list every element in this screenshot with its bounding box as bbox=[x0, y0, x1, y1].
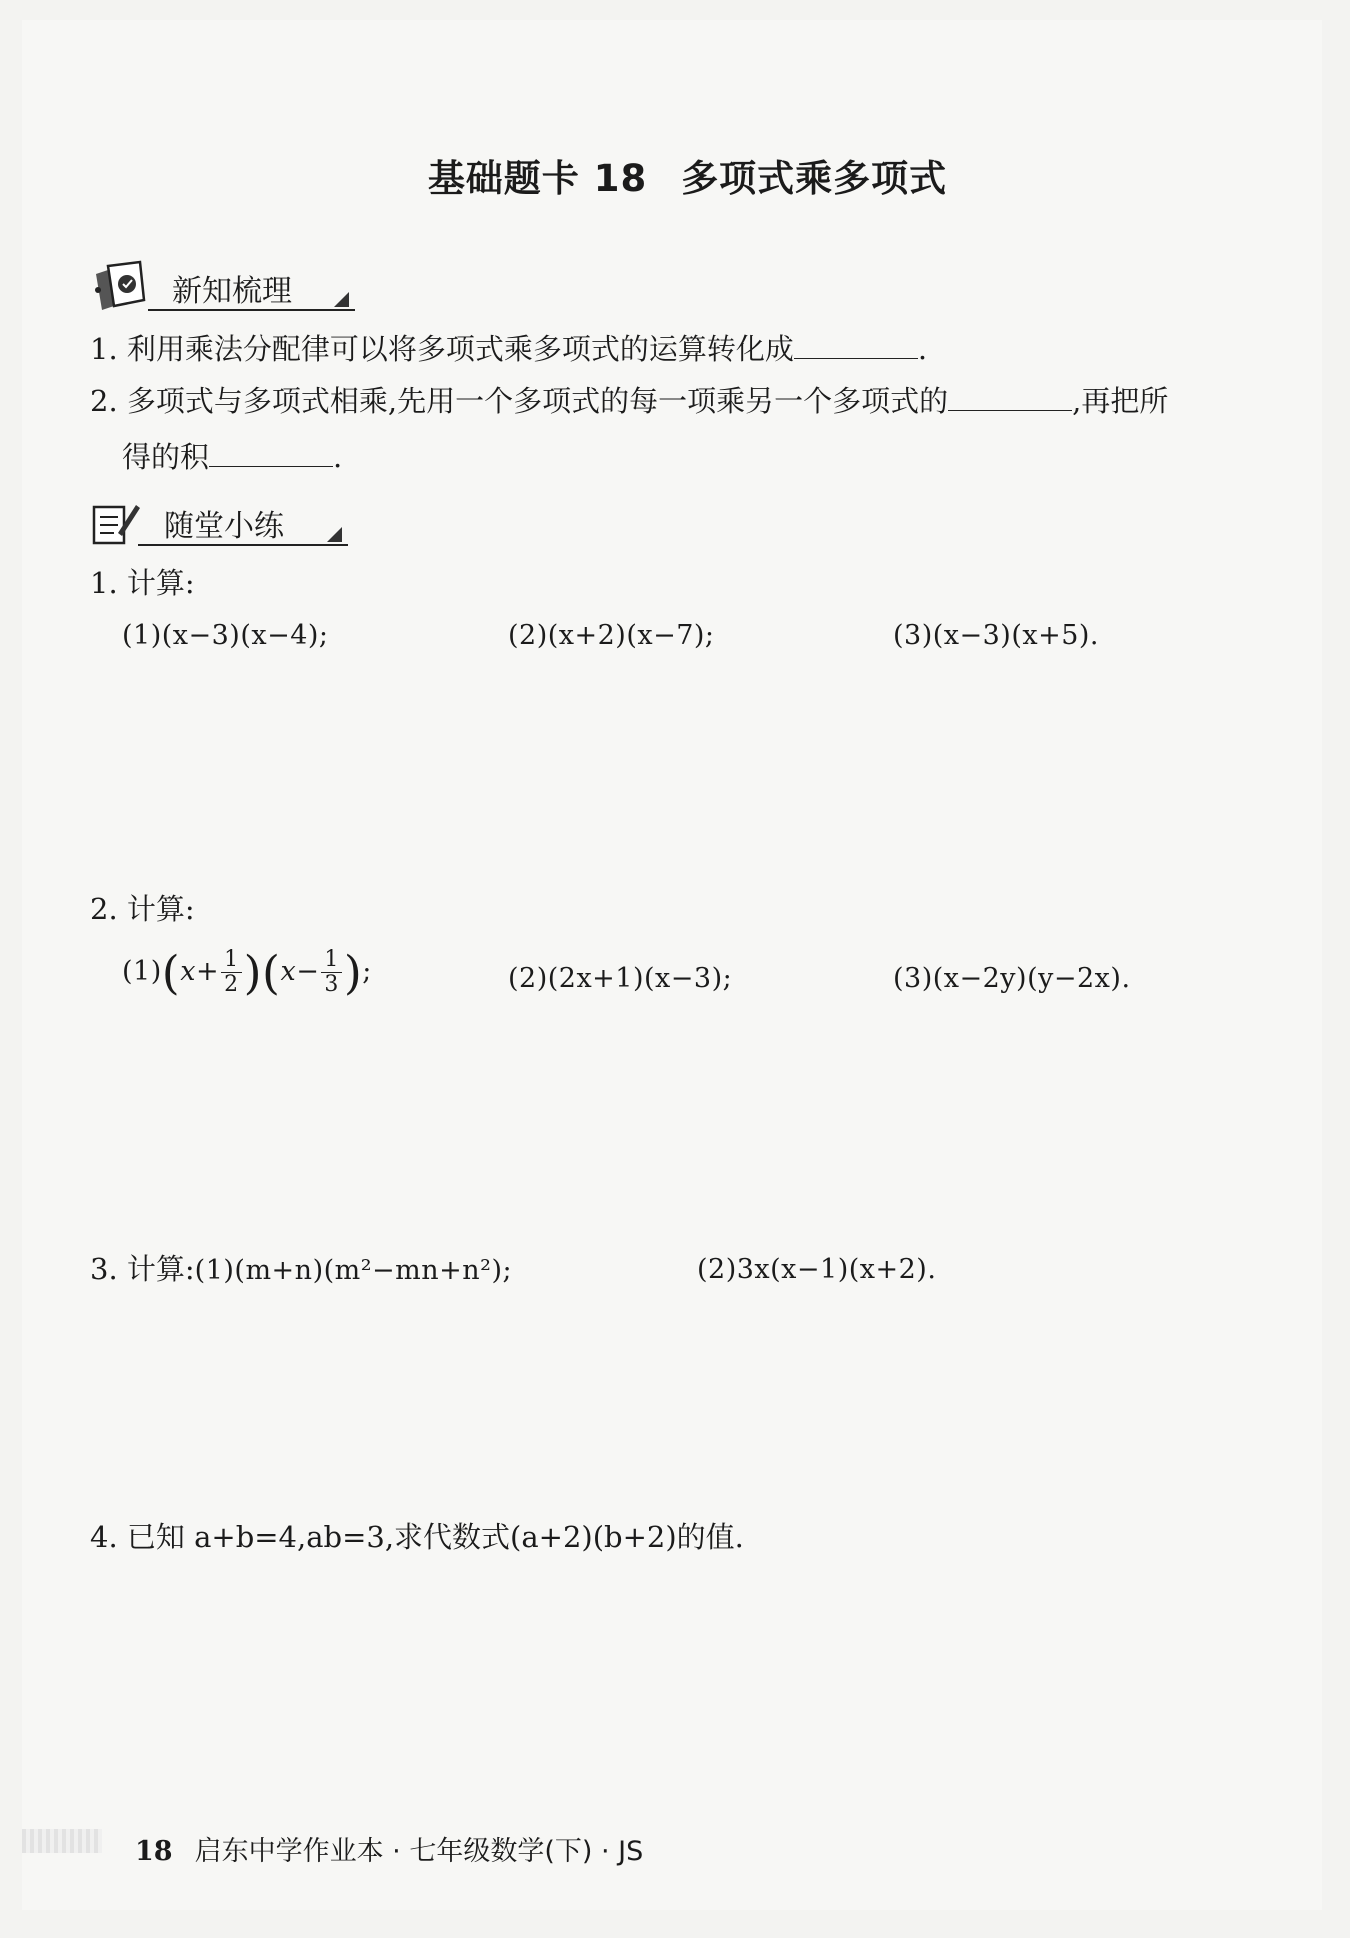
corner-triangle-icon bbox=[334, 292, 349, 307]
fraction-third: $\frac{1}{3}$ bbox=[321, 948, 342, 997]
notebook-pen-icon bbox=[90, 499, 142, 547]
title-sub: 多项式乘多项式 bbox=[681, 157, 948, 200]
exercise-1-part-1: (1)(x−3)(x−4); bbox=[122, 620, 329, 651]
exercise-1-label: 1. 计算: bbox=[90, 566, 195, 600]
section-underline bbox=[148, 309, 355, 311]
fraction-half: $\frac{1}{2}$ bbox=[221, 948, 242, 997]
book-title: 启东中学作业本 · 七年级数学(下) · JS bbox=[194, 1836, 644, 1867]
section-label-knowledge: 新知梳理 bbox=[172, 274, 292, 309]
page-title bbox=[0, 148, 1350, 202]
exercise-1-part-3: (3)(x−3)(x+5). bbox=[893, 620, 1100, 651]
knowledge-q1: 1. 利用乘法分配律可以将多项式乘多项式的运算转化成 . bbox=[90, 332, 928, 366]
answer-blank[interactable] bbox=[794, 336, 918, 359]
exercise-2-part-2: (2)(2x+1)(x−3); bbox=[508, 963, 733, 994]
answer-blank[interactable] bbox=[948, 388, 1072, 411]
knowledge-q2: 2. 多项式与多项式相乘,先用一个多项式的每一项乘另一个多项式的 ,再把所 bbox=[90, 384, 1169, 418]
title-main: 基础题卡 18 bbox=[427, 157, 648, 200]
exercise-2-part-1: (1)(x+ $\frac{1}{2}$ )(x− $\frac{1}{3}$ ); bbox=[122, 945, 372, 1000]
corner-triangle-icon bbox=[327, 527, 342, 542]
exercise-3-part-1: (1)(m+n)(m²−mn+n²); bbox=[194, 1255, 513, 1286]
section-underline bbox=[138, 544, 348, 546]
knowledge-q2-line2: 得的积 . bbox=[122, 440, 343, 474]
exercise-3-part-2: (2)3x(x−1)(x+2). bbox=[697, 1254, 937, 1285]
page-number: 18 bbox=[135, 1836, 173, 1867]
exercise-4: 4. 已知 a+b=4,ab=3,求代数式(a+2)(b+2)的值. bbox=[90, 1520, 744, 1554]
section-header-knowledge bbox=[90, 258, 360, 314]
exercise-2-label: 2. 计算: bbox=[90, 892, 195, 926]
section-label-practice: 随堂小练 bbox=[164, 509, 284, 544]
section-header-practice bbox=[90, 495, 360, 551]
answer-blank[interactable] bbox=[209, 444, 333, 467]
page-footer bbox=[135, 1829, 643, 1868]
book-badge-icon bbox=[90, 260, 148, 312]
footer-bar-decoration bbox=[22, 1829, 102, 1853]
exercise-1-part-2: (2)(x+2)(x−7); bbox=[508, 620, 715, 651]
exercise-3: 3. 计算:(1)(m+n)(m²−mn+n²); bbox=[90, 1252, 513, 1286]
exercise-2-part-3: (3)(x−2y)(y−2x). bbox=[893, 963, 1131, 994]
